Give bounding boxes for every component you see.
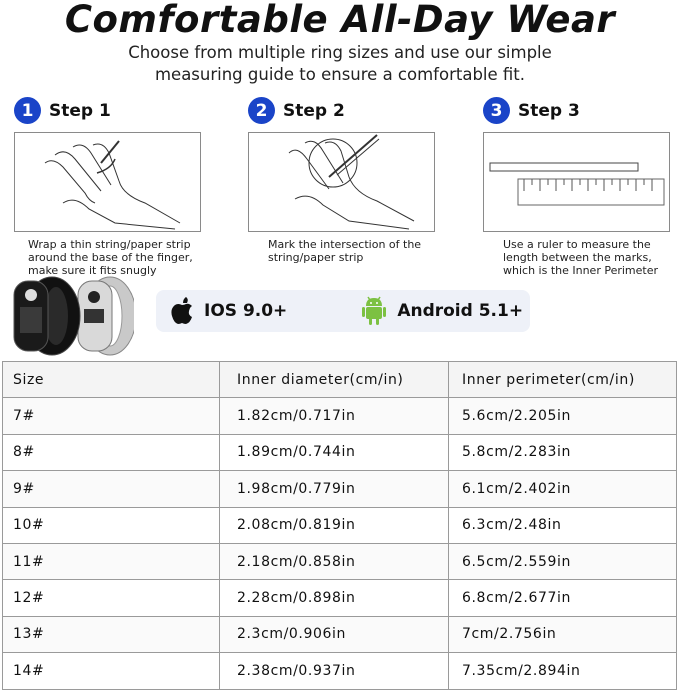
cell-diameter: 2.3cm/0.906in <box>220 616 449 652</box>
step-2-number: 2 <box>248 97 275 124</box>
step-1-caption: Wrap a thin string/paper strip around the base of the finger, make sure it fits snugly <box>28 238 193 277</box>
table-row <box>3 616 677 652</box>
step-1-label: Step 1 <box>49 100 111 121</box>
cell-perimeter: 5.6cm/2.205in <box>449 398 677 434</box>
hand-wrapping-string-icon <box>15 133 200 231</box>
table-row <box>3 471 677 507</box>
table-row <box>3 507 677 543</box>
table-row <box>3 543 677 579</box>
cell-diameter: 1.82cm/0.717in <box>220 398 449 434</box>
cell-perimeter: 5.8cm/2.283in <box>449 434 677 470</box>
table-row <box>3 580 677 616</box>
cell-size: 14# <box>3 653 220 689</box>
table-row <box>3 434 677 470</box>
ios-label: IOS 9.0+ <box>204 301 288 321</box>
page-subtitle: Choose from multiple ring sizes and use our simple measuring guide to ensure a comfortable fit. <box>128 43 552 84</box>
header-size: Size <box>3 362 220 398</box>
cell-perimeter: 6.3cm/2.48in <box>449 507 677 543</box>
step-3-illustration <box>483 132 670 232</box>
step-2-header <box>248 97 345 124</box>
cell-perimeter: 6.8cm/2.677in <box>449 580 677 616</box>
compatibility-bar <box>156 290 530 332</box>
cell-diameter: 1.89cm/0.744in <box>220 434 449 470</box>
cell-diameter: 2.38cm/0.937in <box>220 653 449 689</box>
header-inner-perimeter: Inner perimeter(cm/in) <box>449 362 677 398</box>
cell-size: 11# <box>3 543 220 579</box>
step-2-label: Step 2 <box>283 100 345 121</box>
size-table <box>2 361 677 690</box>
cell-size: 7# <box>3 398 220 434</box>
step-3-number: 3 <box>483 97 510 124</box>
hand-marking-string-icon <box>249 133 434 231</box>
cell-size: 9# <box>3 471 220 507</box>
cell-perimeter: 7.35cm/2.894in <box>449 653 677 689</box>
android-icon <box>361 296 387 326</box>
cell-diameter: 2.28cm/0.898in <box>220 580 449 616</box>
cell-size: 13# <box>3 616 220 652</box>
table-header-row <box>3 362 677 398</box>
cell-perimeter: 6.5cm/2.559in <box>449 543 677 579</box>
android-compat <box>361 296 523 326</box>
cell-size: 8# <box>3 434 220 470</box>
step-3-caption: Use a ruler to measure the length between the marks, which is the Inner Perimeter <box>503 238 659 277</box>
header-inner-diameter: Inner diameter(cm/in) <box>220 362 449 398</box>
step-1-illustration <box>14 132 201 232</box>
page-title: Comfortable All-Day Wear <box>64 0 616 41</box>
apple-icon <box>170 297 194 325</box>
smart-rings-image <box>12 275 134 357</box>
cell-perimeter: 7cm/2.756in <box>449 616 677 652</box>
android-label: Android 5.1+ <box>397 301 524 321</box>
ruler-icon <box>484 133 669 231</box>
cell-diameter: 2.18cm/0.858in <box>220 543 449 579</box>
step-2-illustration <box>248 132 435 232</box>
table-row <box>3 653 677 689</box>
step-3-header <box>483 97 580 124</box>
cell-diameter: 1.98cm/0.779in <box>220 471 449 507</box>
ios-compat <box>170 297 287 325</box>
step-1-number: 1 <box>14 97 41 124</box>
table-row <box>3 398 677 434</box>
cell-size: 12# <box>3 580 220 616</box>
step-1-header <box>14 97 111 124</box>
cell-size: 10# <box>3 507 220 543</box>
step-2-caption: Mark the intersection of the string/paper strip <box>268 238 422 264</box>
cell-diameter: 2.08cm/0.819in <box>220 507 449 543</box>
cell-perimeter: 6.1cm/2.402in <box>449 471 677 507</box>
step-3-label: Step 3 <box>518 100 580 121</box>
